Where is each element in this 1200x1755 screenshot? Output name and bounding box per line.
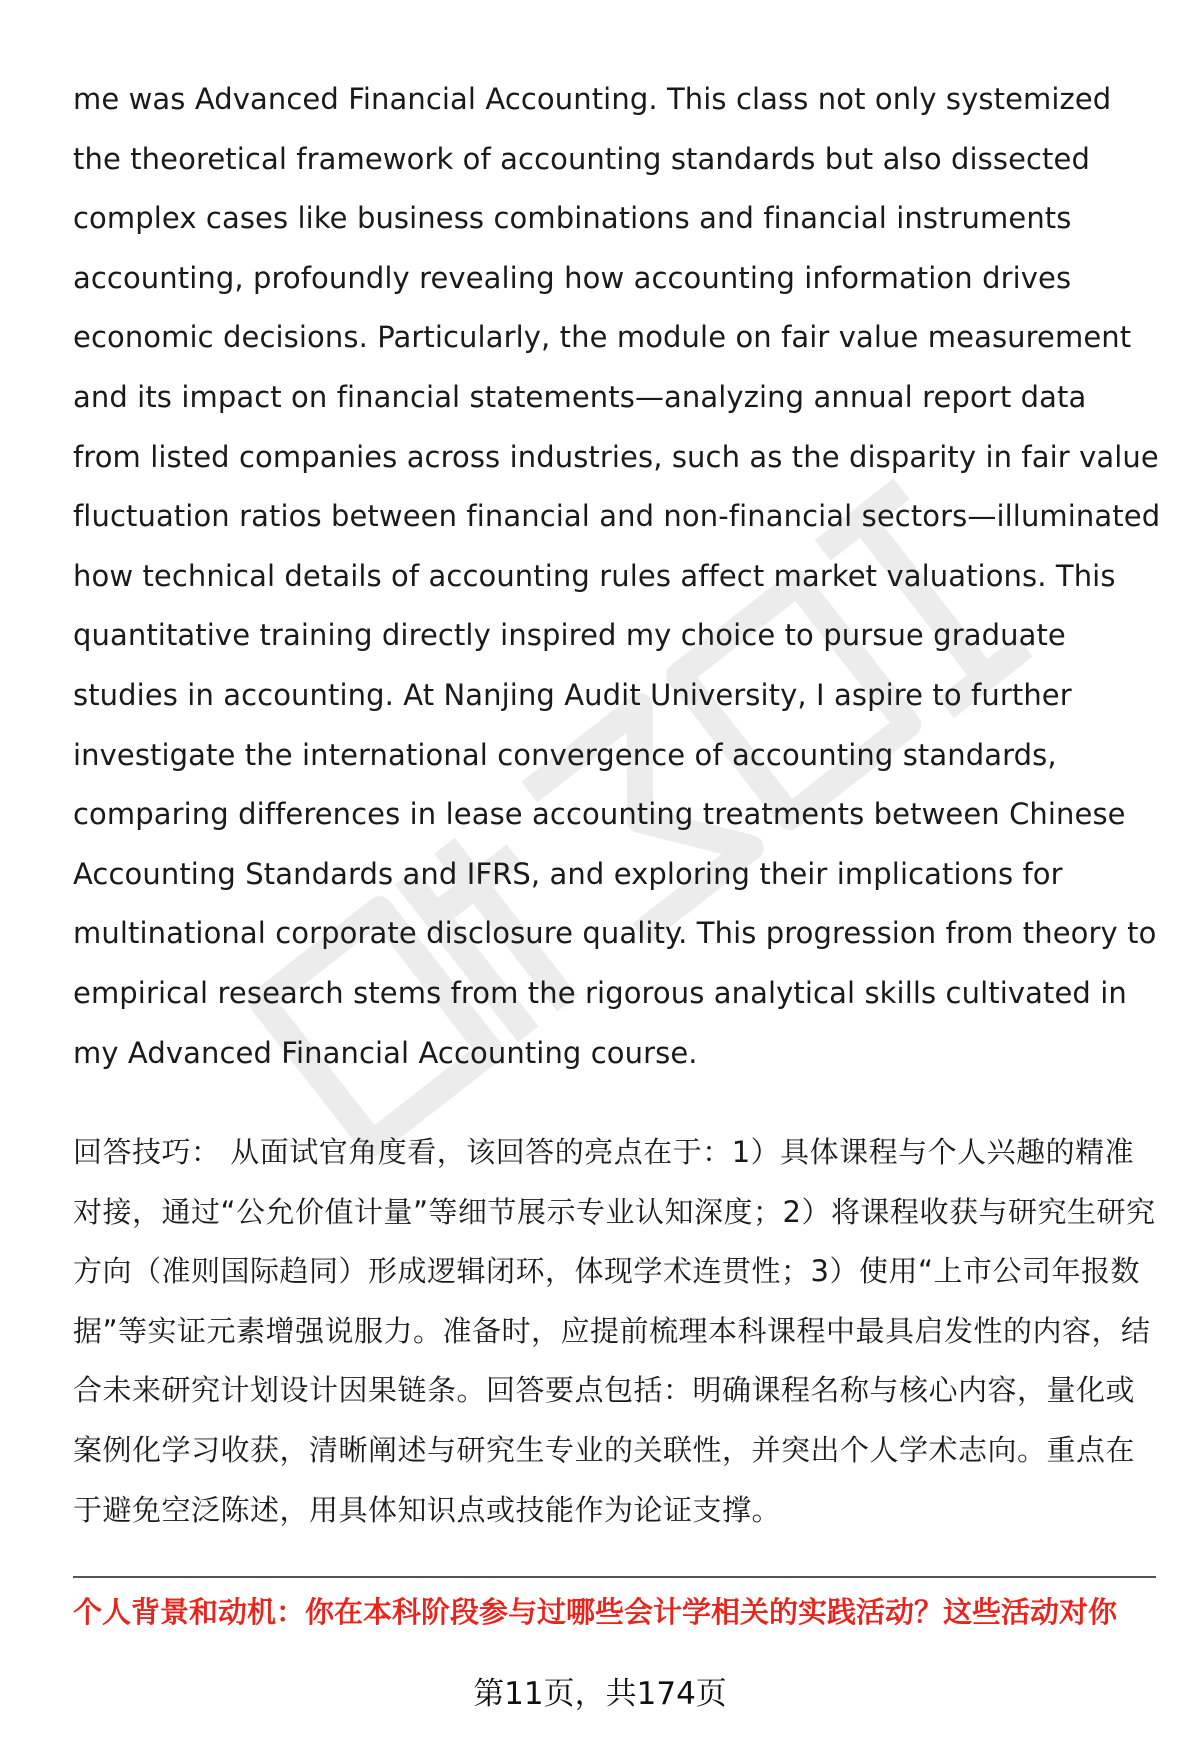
page-content [73,70,1163,1540]
answer-tips-paragraph: 回答技巧： 从面试官角度看，该回答的亮点在于：1）具体课程与个人兴趣的精准对接，通过“公允价值计量”等细节展示专业认知深度；2）将课程收获与研究生研究方向（准则国际趋同）形成逻辑闭环，体现学术连贯性；3）使用“上市公司年报数据”等实证元素增强说服力。准备时，应提前梳理本科课程中最具启发性的内容，结合未来研究计划设计因果链条。回答要点包括：明确课程名称与核心内容，量化或案例化学习收获，清晰阐述与研究生专业的关联性，并突出个人学术志向。重点在于避免空泛陈述，用具体知识点或技能作为论证支撑。 [73,1135,1156,1527]
next-question-heading: 个人背景和动机：你在本科阶段参与过哪些会计学相关的实践活动？这些活动对你 [73,1595,1118,1629]
page-number-footer: 第11页，共174页 [473,1676,727,1712]
answer-english-paragraph: me was Advanced Financial Accounting. This class not only systemized the theoretical framework of accounting standards but also dissected complex cases like business combinations and financial instruments accounting, profoundly revealing how accounting information drives economic decisions. Particularly, the module on fair value measurement and its impact on financial statements—analyzing annual report data from listed companies across industries, such as the disparity in fair value fluctuation ratios between financial and non-financial sectors—illuminated how technical details of accounting rules affect market valuations. This quantitative training directly inspired my choice to pursue graduate studies in accounting. At Nanjing Audit University, I aspire to further investigate the international convergence of accounting standards, comparing differences in lease accounting treatments between Chinese Accounting Standards and IFRS, and exploring their implications for multinational corporate disclosure quality. This progression from theory to empirical research stems from the rigorous analytical skills cultivated in my Advanced Financial Accounting course. [73,82,1161,1070]
section-divider [73,1576,1156,1578]
